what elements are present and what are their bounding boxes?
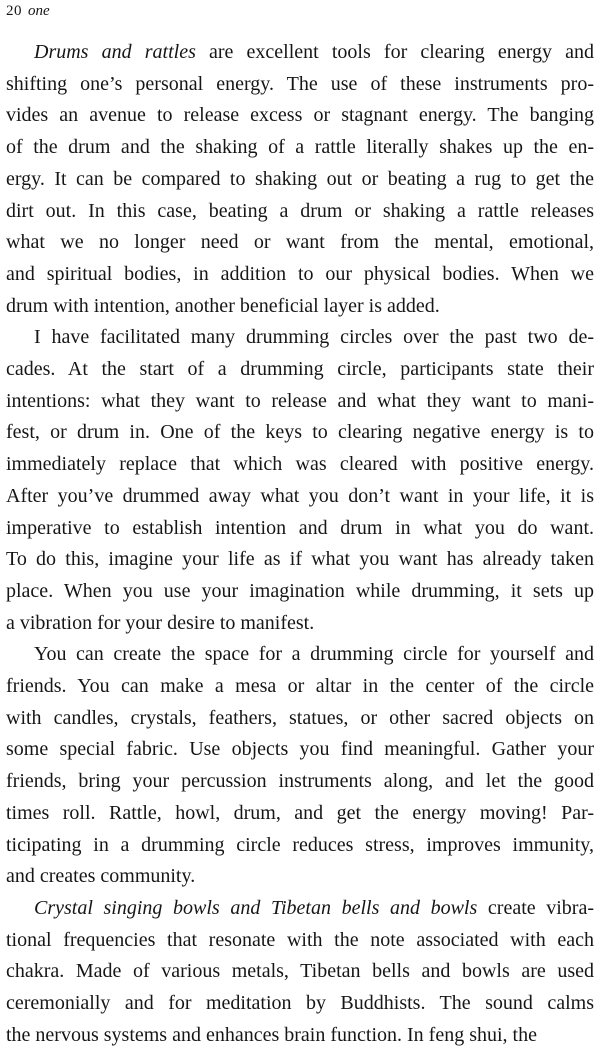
text-line [6,988,594,1020]
text-line [6,861,594,893]
line-text: tional frequencies that resonate with the note associated with each [6,928,594,951]
paragraph [6,37,594,322]
line-text: dirt out. In this case, beating a drum or shaking a rattle releases [6,199,594,222]
text-line [6,544,594,576]
line-text: cades. At the start of a drumming circle, participants state their [6,358,594,381]
line-text: imperative to establish intention and drum in what you do want. [6,516,594,539]
paragraph [6,322,594,639]
text-line [6,354,594,386]
line-text: the nervous systems and enhances brain function. In feng shui, the [6,1023,537,1046]
line-text: ticipating in a drumming circle reduces stress, improves immunity, [6,833,594,856]
italic-term: Drums and rattles [34,41,196,63]
text-line [6,132,594,164]
text-line [6,386,594,418]
text-line [6,69,594,101]
text-line [6,1020,594,1052]
text-line [6,639,594,671]
paragraph [6,639,594,893]
line-text: a vibration for your desire to manifest. [6,611,315,634]
line-text: vides an avenue to release excess or stagnant energy. The banging [6,104,594,127]
line-text: some special fabric. Use objects you find meaningful. Gather your [6,738,594,761]
line-text: immediately replace that which was cleared with positive energy. [6,453,594,476]
text-line [6,830,594,862]
text-line [6,37,594,69]
text-line [6,227,594,259]
chapter-title: one [28,3,50,19]
line-text: and spiritual bodies, in addition to our physical bodies. When we [6,262,594,285]
text-line [6,513,594,545]
line-text: shifting one’s personal energy. The use of these instruments pro- [6,72,594,95]
text-line [6,576,594,608]
line-text: of the drum and the shaking of a rattle literally shakes up the en- [6,136,594,159]
line-text: friends, bring your percussion instruments along, and let the good [6,770,594,793]
line-text: friends. You can make a mesa or altar in the center of the circle [6,675,594,698]
text-line [6,291,594,323]
line-text: chakra. Made of various metals, Tibetan bells and bowls are used [6,960,594,983]
line-text: You can create the space for a drumming circle for yourself and [34,643,594,666]
paragraph [6,893,594,1052]
text-line [6,449,594,481]
text-line [6,893,594,925]
page-number: 20 [6,3,22,19]
body-text [6,37,594,1052]
line-text: and creates community. [6,865,196,888]
line-text: what we no longer need or want from the mental, emotional, [6,231,594,254]
text-line [6,100,594,132]
line-text: After you’ve drummed away what you don’t want in your life, it is [6,484,594,507]
line-text: with candles, crystals, feathers, statues, or other sacred objects on [6,706,594,729]
line-text: times roll. Rattle, howl, drum, and get the energy moving! Par- [6,801,594,824]
line-text: I have facilitated many drumming circles over the past two de- [34,326,594,349]
text-line [6,196,594,228]
text-line [6,671,594,703]
text-line [6,164,594,196]
line-text: fest, or drum in. One of the keys to clearing negative energy is to [6,421,594,444]
text-line [6,734,594,766]
text-line [6,322,594,354]
text-line [6,417,594,449]
line-text: drum with intention, another beneficial layer is added. [6,294,440,317]
text-line [6,925,594,957]
line-text: ceremonially and for meditation by Buddhists. The sound calms [6,992,594,1015]
text-line [6,703,594,735]
text-line [6,956,594,988]
text-line [6,608,594,640]
text-line [6,481,594,513]
text-line [6,766,594,798]
line-text: place. When you use your imagination while drumming, it sets up [6,579,594,602]
line-text: intentions: what they want to release and what they want to mani- [6,389,594,412]
line-text: create vibra- [477,896,594,919]
text-line [6,798,594,830]
line-text: are excellent tools for clearing energy and [195,41,594,63]
running-head [6,2,50,20]
line-text: ergy. It can be compared to shaking out or beating a rug to get the [6,167,594,190]
line-text: To do this, imagine your life as if what you want has already taken [6,548,594,571]
text-line [6,259,594,291]
italic-term: Crystal singing bowls and Tibetan bells and bowls [34,896,478,919]
